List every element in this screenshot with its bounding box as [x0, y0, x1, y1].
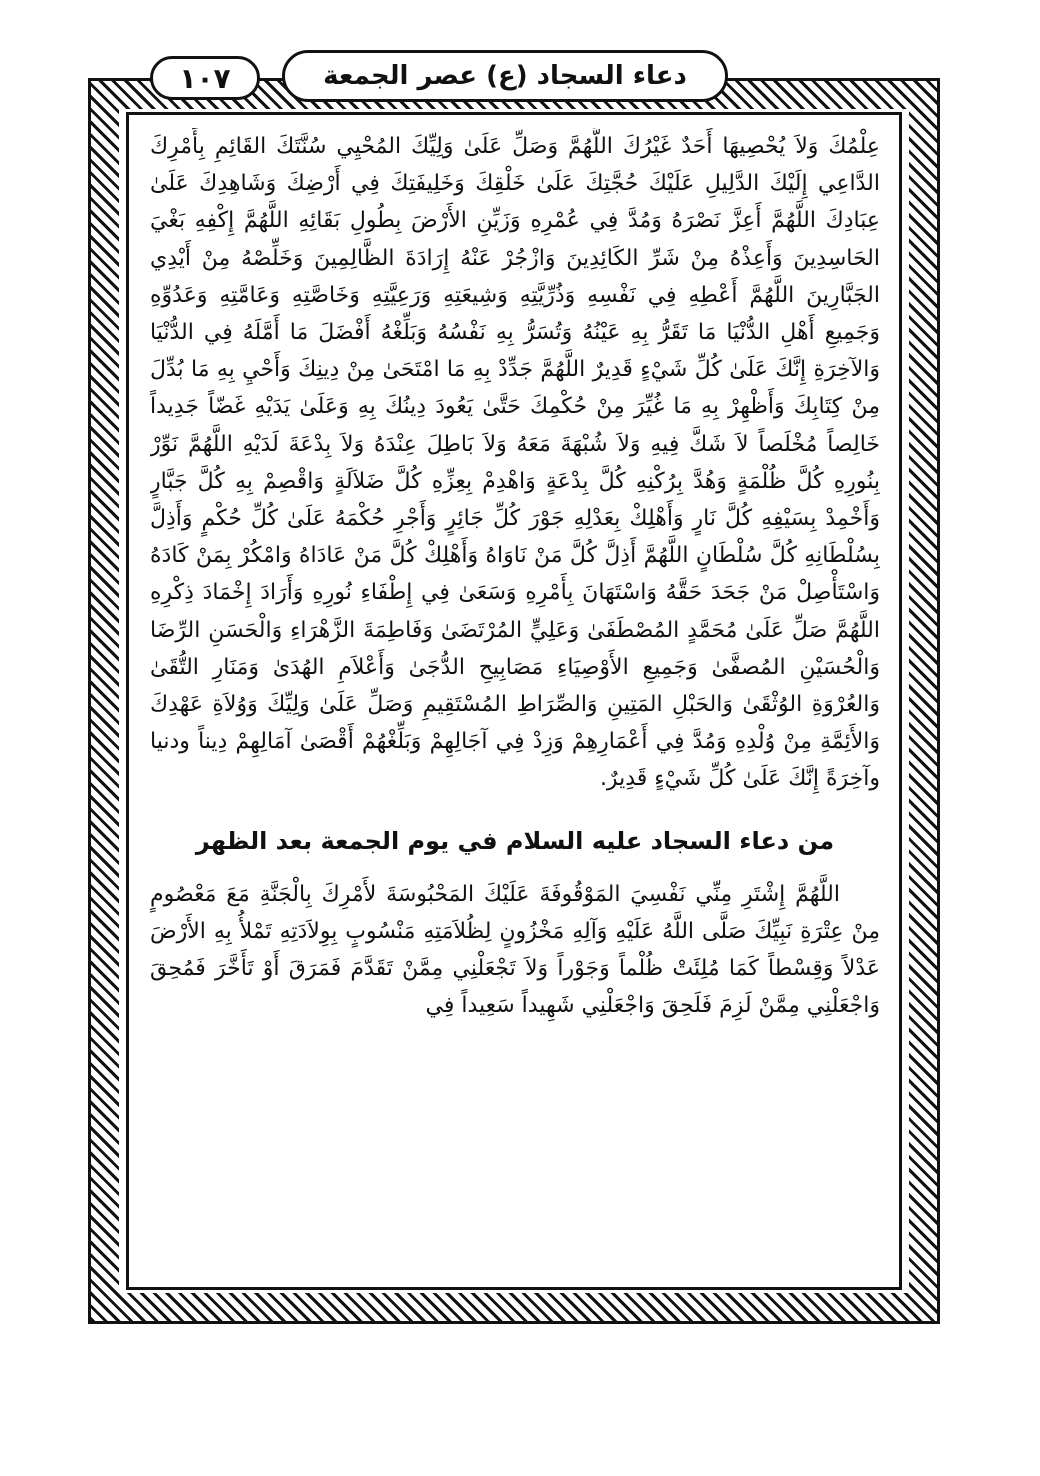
page-number-box [150, 56, 260, 100]
prayer-paragraph-2: اللَّهُمَّ إِشْتَرِ مِنِّي نَفْسِيَ المَوْقُوفَةَ عَلَيْكَ المَحْبُوسَةَ لأَمْرِكَ بِالْجَنَّةِ مَعَ مَعْصُومٍ مِنْ عِتْرَةِ نَبِيِّكَ صَلَّى اللَّهُ عَلَيْهِ وَآلِهِ مَخْزُونٍ لِظُلاَمَتِهِ مَنْسُوبٍ بِوِلاَدَتِهِ تَمْلأُ بِهِ الأَرْضَ عَدْلاً وَقِسْطاً كَمَا مُلِئَتْ ظُلْماً وَجَوْراً وَلاَ تَجْعَلْنِي مِمَّنْ تَقَدَّمَ فَمَرَقَ أَوْ تَأَخَّرَ فَمُحِقَ وَاجْعَلْنِي مِمَّنْ لَزِمَ فَلَحِقَ وَاجْعَلْنِي شَهِيداً سَعِيداً فِي [150, 881, 880, 1019]
prayer-paragraph-1: عِلْمُكَ وَلاَ يُحْصِيهَا أَحَدٌ غَيْرُكَ اللَّهُمَّ وَصَلِّ عَلَىٰ وَلِيِّكَ المُحْيِي سُنَّتَكَ القَائِمِ بِأَمْرِكَ الدَّاعِي إِلَيْكَ الدَّلِيلِ عَلَيْكَ حُجَّتِكَ عَلَىٰ خَلْقِكَ وَخَلِيفَتِكَ فِي أَرْضِكَ وَشَاهِدِكَ عَلَىٰ عِبَادِكَ اللَّهُمَّ أَعِزَّ نَصْرَهُ وَمُدَّ فِي عُمْرِهِ وَزَيِّنِ الأَرْضَ بِطُولِ بَقَائِهِ اللَّهُمَّ إِكْفِهِ بَغْيَ الحَاسِدِينَ وَأَعِذْهُ مِنْ شَرِّ الكَائِدِينَ وَازْجُرْ عَنْهُ إِرَادَةَ الظَّالِمِينَ وَخَلِّصْهُ مِنْ أَيْدِي الجَبَّارِينَ اللَّهُمَّ أَعْطِهِ فِي نَفْسِهِ وَذُرِّيَّتِهِ وَشِيعَتِهِ وَرَعِيَّتِهِ وَخَاصَّتِهِ وَعَامَّتِهِ وَعَدُوِّهِ وَجَمِيعِ أَهْلِ الدُّنْيَا مَا تَقَرُّ بِهِ عَيْنُهُ وَتُسَرُّ بِهِ نَفْسُهُ وَبَلِّغْهُ أَفْضَلَ مَا أَمَّلَهُ فِي الدُّنْيَا وَالآخِرَةِ إِنَّكَ عَلَىٰ كُلِّ شَيْءٍ قَدِيرٌ اللَّهُمَّ جَدِّدْ بِهِ مَا امْتَحَىٰ مِنْ دِينِكَ وَأَحْيِ بِهِ مَا بُدِّلَ مِنْ كِتَابِكَ وَأَظْهِرْ بِهِ مَا غُيِّرَ مِنْ حُكْمِكَ حَتَّىٰ يَعُودَ دِينُكَ بِهِ وَعَلَىٰ يَدَيْهِ غَضّاً جَدِيداً خَالِصاً مُخْلَصاً لاَ شَكَّ فِيهِ وَلاَ شُبْهَةَ مَعَهُ وَلاَ بَاطِلَ عِنْدَهُ وَلاَ بِدْعَةَ لَدَيْهِ اللَّهُمَّ نَوِّرْ بِنُورِهِ كُلَّ ظُلْمَةٍ وَهُدَّ بِرُكْنِهِ كُلَّ بِدْعَةٍ وَاهْدِمْ بِعِزِّهِ كُلَّ ضَلاَلَةٍ وَاقْصِمْ بِهِ كُلَّ جَبَّارٍ وَأَخْمِدْ بِسَيْفِهِ كُلَّ نَارٍ وَأَهْلِكْ بِعَدْلِهِ جَوْرَ كُلِّ جَائِرٍ وَأَجْرِ حُكْمَهُ عَلَىٰ كُلِّ حُكْمٍ وَأَذِلَّ بِسُلْطَانِهِ كُلَّ سُلْطَانٍ اللَّهُمَّ أَذِلَّ كُلَّ مَنْ نَاوَاهُ وَأَهْلِكْ كُلَّ مَنْ عَادَاهُ وَامْكُرْ بِمَنْ كَادَهُ وَاسْتَأْصِلْ مَنْ جَحَدَ حَقَّهُ وَاسْتَهَانَ بِأَمْرِهِ وَسَعَىٰ فِي إِطْفَاءِ نُورِهِ وَأَرَادَ إِخْمَادَ ذِكْرِهِ اللَّهُمَّ صَلِّ عَلَىٰ مُحَمَّدٍ المُصْطَفَىٰ وَعَلِيٍّ المُرْتَضَىٰ وَفَاطِمَةَ الزَّهْرَاءِ وَالْحَسَنِ الرِّضَا وَالْحُسَيْنِ المُصفَّىٰ وَجَمِيعِ الأَوْصِيَاءِ مَصَابِيحِ الدُّجَىٰ وَأَعْلاَمِ الهُدَىٰ وَمَنَارِ التُّقَىٰ وَالعُرْوَةِ الوُثْقَىٰ وَالحَبْلِ المَتِينِ وَالصِّرَاطِ المُسْتَقِيمِ وَصَلِّ عَلَىٰ وَلِيِّكَ وَوُلاَةِ عَهْدِكَ وَالأَئِمَّةِ مِنْ وُلْدِهِ وَمُدَّ فِي أَعْمَارِهِمْ وَزِدْ فِي آجَالِهِمْ وَبَلِّغْهُمْ أَقْصَىٰ آمَالِهِمْ دِيناً ودنيا وآخِرَةً إِنَّكَ عَلَىٰ كُلِّ شَيْءٍ قَدِيرٌ. [150, 134, 880, 792]
header-title: دعاء السجاد (ع) عصر الجمعة [323, 61, 687, 91]
section-heading: من دعاء السجاد عليه السلام في يوم الجمعة بعد الظهر [195, 826, 835, 855]
running-header [282, 50, 728, 102]
page-body [150, 128, 880, 1278]
page-number: ١٠٧ [179, 61, 231, 95]
